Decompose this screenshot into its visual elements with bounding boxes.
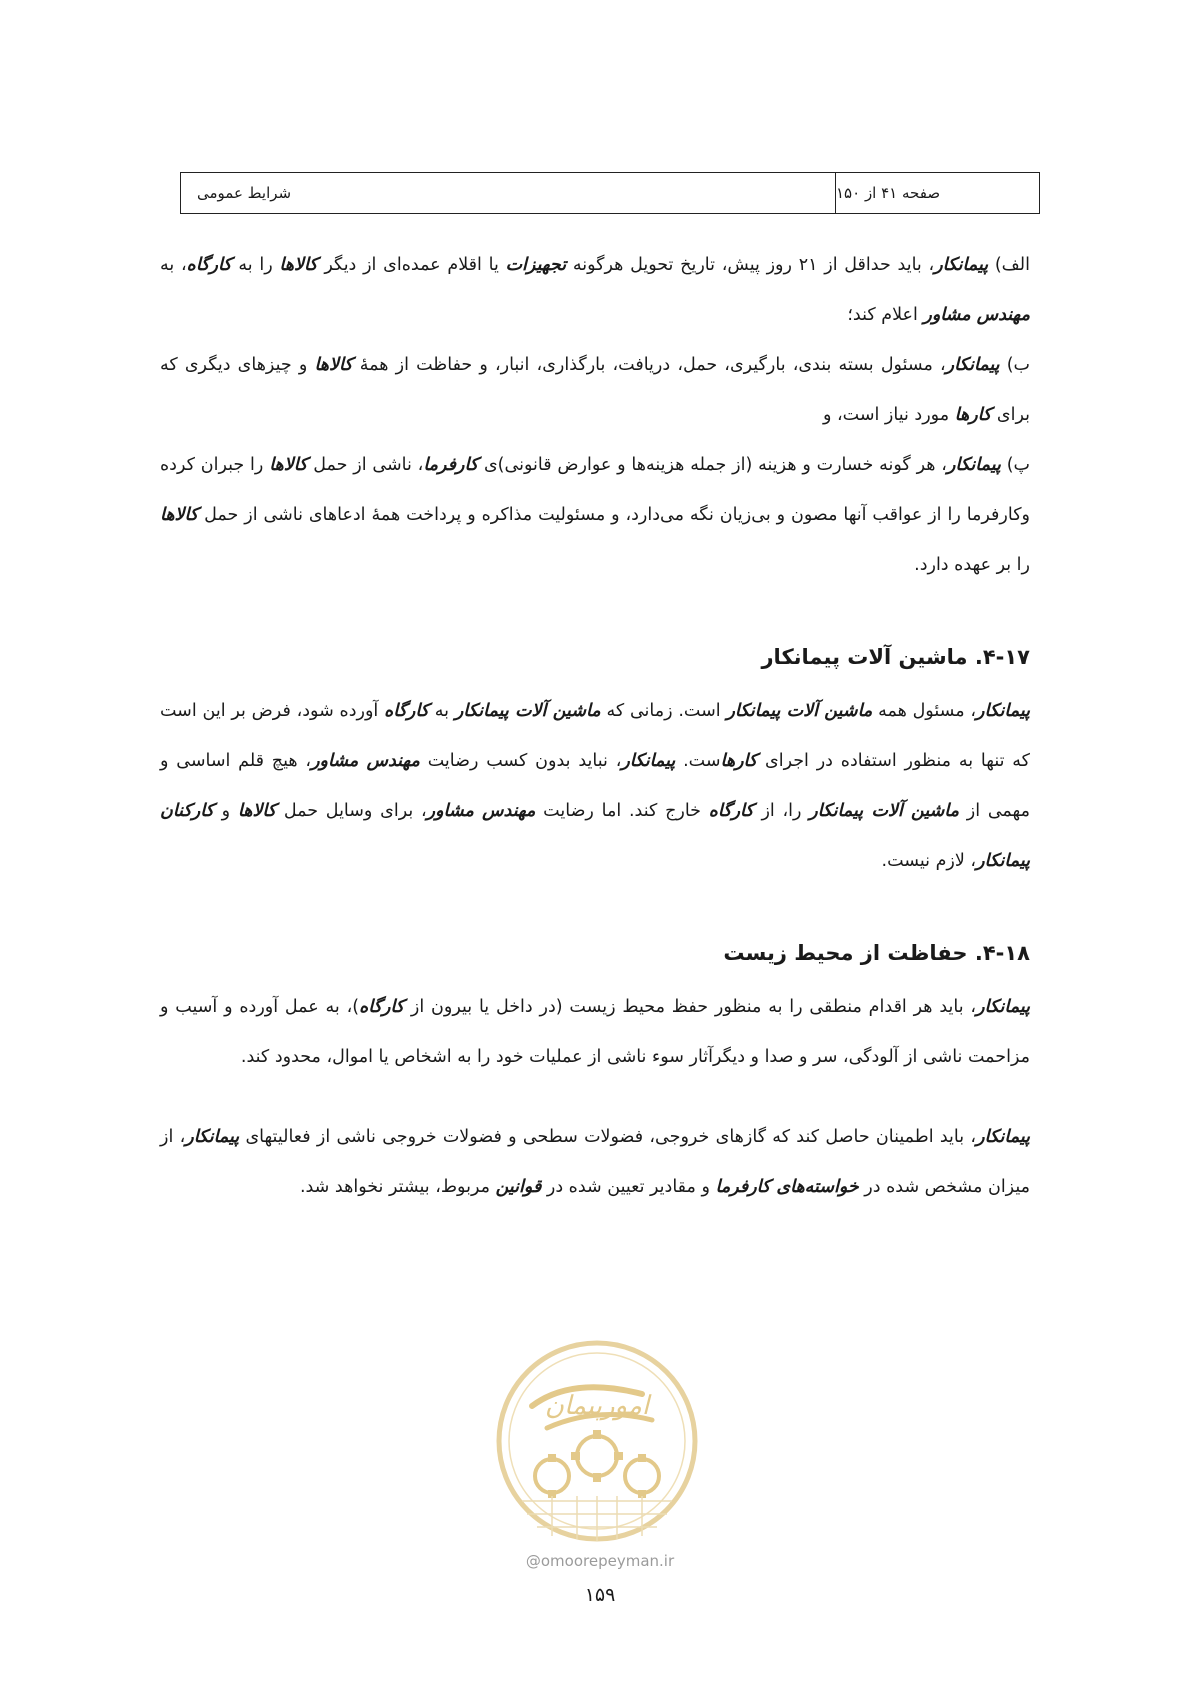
gear-seal-logo-icon (492, 1336, 702, 1546)
document-body (160, 240, 1030, 1212)
section-18-paragraph-2: پیمانکار، باید اطمینان حاصل کند که گازهای خروجی، فضولات سطحی و فضولات خروجی ناشی از فعالیتهای پیمانکار، از میزان مشخص شده در خواسته‌های کارفرما و مقادیر تعیین شده در قوانین مربوط، بیشتر نخواهد شد. (160, 1127, 1030, 1197)
section-heading-18: ۴-۱۸. حفاظت از محیط زیست (723, 941, 1030, 965)
header-section-title: شرایط عمومی (197, 184, 292, 202)
section-heading-17: ۴-۱۷. ماشین آلات پیمانکار (761, 645, 1030, 669)
clause-alef: الف) پیمانکار، باید حداقل از ۲۱ روز پیش، تاریخ تحویل هرگونه تجهیزات یا اقلام عمده‌ای از دیگر کالاها را به کارگاه، به مهندس مشاور اعلام کند؛ (160, 255, 1030, 325)
page-number: ۱۵۹ (584, 1584, 616, 1606)
seal-text: امورپیمان (544, 1391, 650, 1421)
watermark-site: @omoorepeyman.ir (525, 1552, 675, 1570)
page-header (180, 172, 1040, 214)
section-17-paragraph: پیمانکار، مسئول همه ماشین آلات پیمانکار است. زمانی که ماشین آلات پیمانکار به کارگاه آورده شود، فرض بر این است که تنها به منظور استفاده در اجرای کارهاست. پیمانکار، نباید بدون کسب رضایت مهندس مشاور، هیچ قلم اساسی و مهمی از ماشین آلات پیمانکار را، از کارگاه خارج کند. اما رضایت مهندس مشاور، برای وسایل حمل کالاها و کارکنان پیمانکار، لازم نیست. (160, 701, 1030, 871)
clause-be: ب) پیمانکار، مسئول بسته بندی، بارگیری، حمل، دریافت، بارگذاری، انبار، و حفاظت از همهٔ کالاها و چیزهای دیگری که برای کارها مورد نیاز است، و (160, 355, 1030, 425)
section-18-paragraph-1: پیمانکار، باید هر اقدام منطقی را به منظور حفظ محیط زیست (در داخل یا بیرون از کارگاه)، به عمل آورده و آسیب و مزاحمت ناشی از آلودگی، سر و صدا و دیگرآثار سوء ناشی از عملیات خود را به اشخاص یا اموال، محدود کند. (160, 997, 1030, 1067)
header-page-info: صفحه ۴۱ از ۱۵۰ (835, 173, 1039, 213)
clause-pe: پ) پیمانکار، هر گونه خسارت و هزینه (از جمله هزینه‌ها و عوارض قانونی)ی کارفرما، ناشی از حمل کالاها را جبران کرده وکارفرما را از عواقب آنها مصون و بی‌زیان نگه می‌دارد، و مسئولیت مذاکره و پرداخت همهٔ ادعاهای ناشی از حمل کالاها را بر عهده دارد. (160, 455, 1030, 575)
